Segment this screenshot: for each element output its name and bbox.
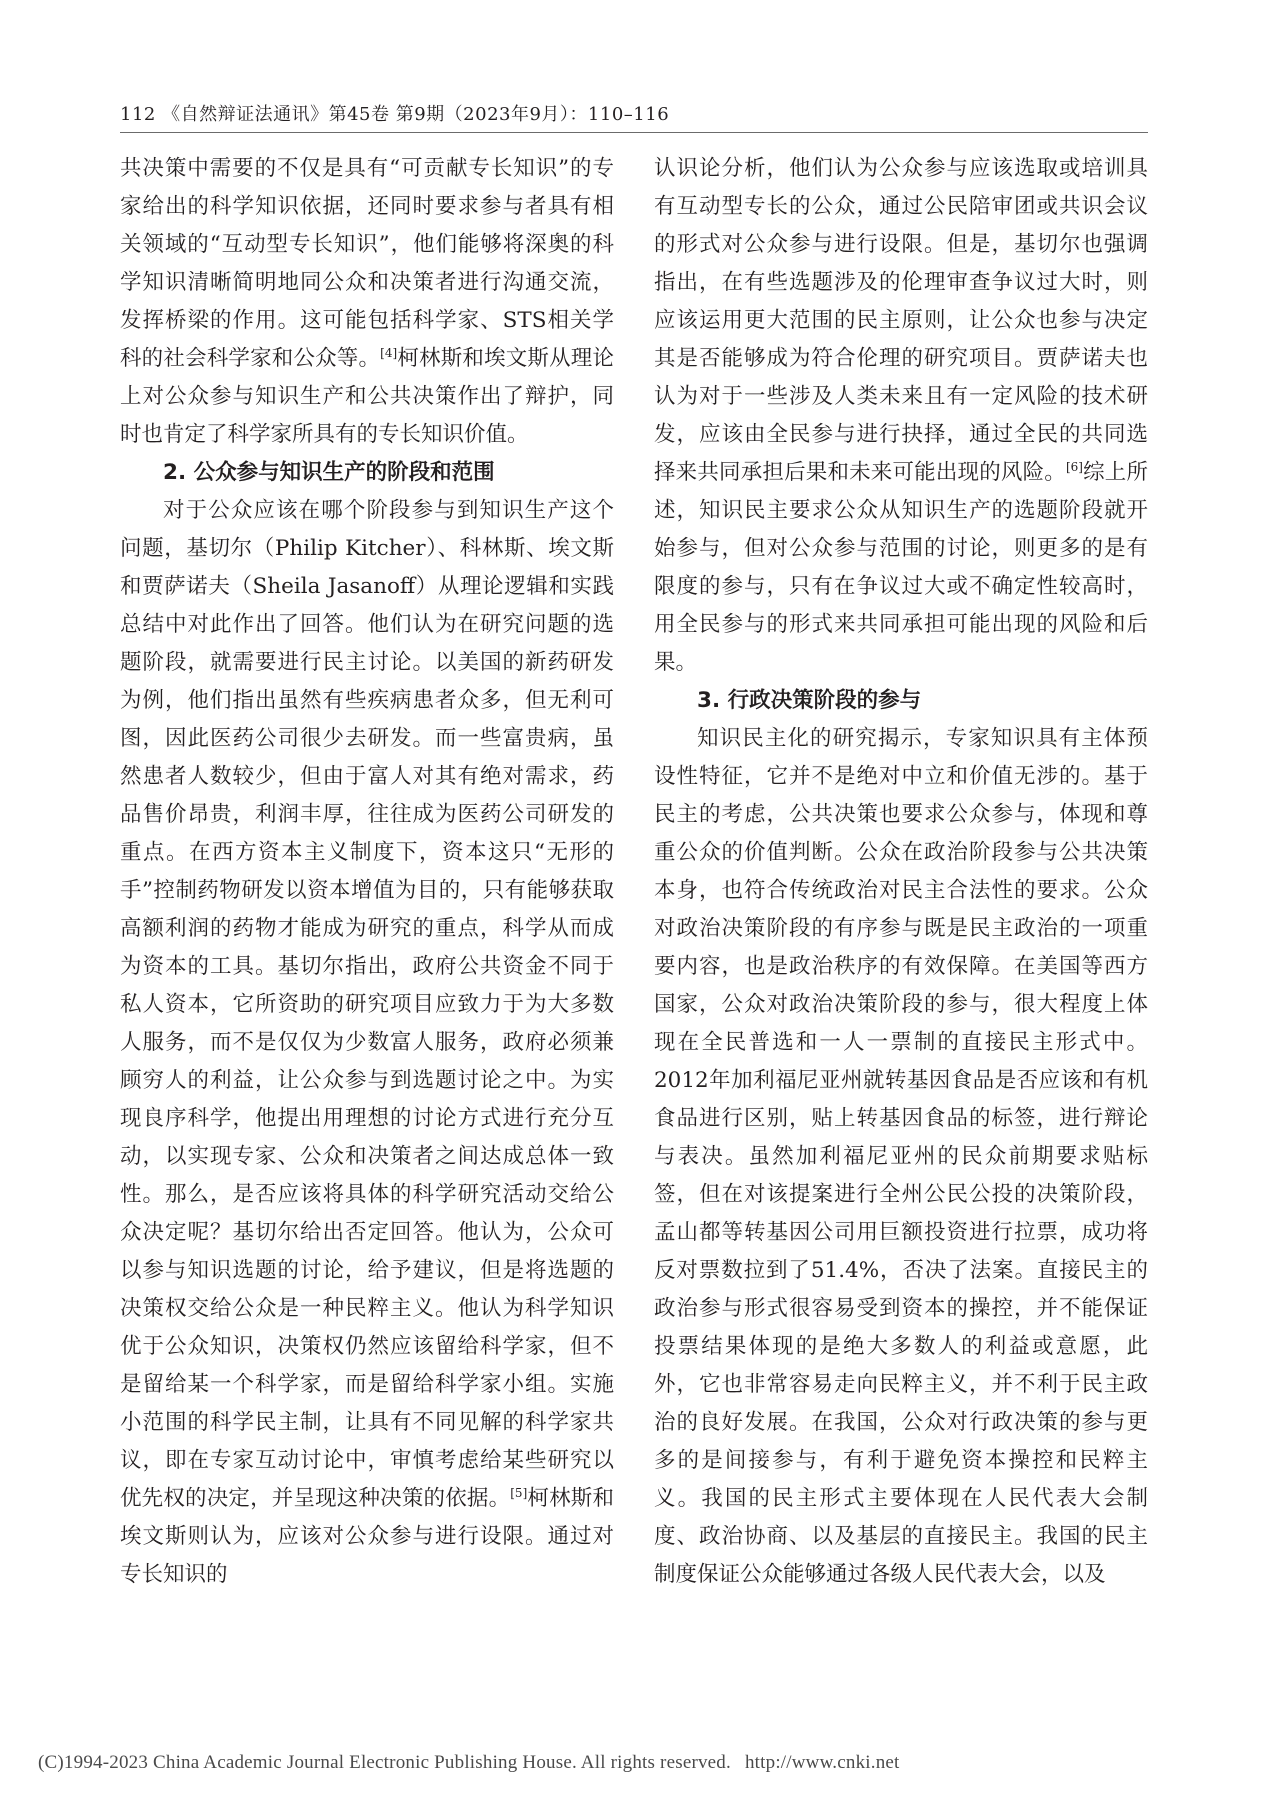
footer-url[interactable]: http://www.cnki.net [744, 1752, 900, 1773]
paragraph: 知识民主化的研究揭示，专家知识具有主体预设性特征，它并不是绝对中立和价值无涉的。基于民主的考虑，公共决策也要求公众参与，体现和尊重公众的价值判断。公众在政治阶段参与公共决策本身，也符合传统政治对民主合法性的要求。公众对政治决策阶段的有序参与既是民主政治的一项重要内容，也是政治秩序的有效保障。在美国等西方国家，公众对政治决策阶段的参与，很大程度上体现在全民普选和一人一票制的直接民主形式中。2012年加利福尼亚州就转基因食品是否应该和有机食品进行区别，贴上转基因食品的标签，进行辩论与表决。虽然加利福尼亚州的民众前期要求贴标签，但在对该提案进行全州公民公投的决策阶段，孟山都等转基因公司用巨额投资进行拉票，成功将反对票数拉到了51.4%，否决了法案。直接民主的政治参与形式很容易受到资本的操控，并不能保证投票结果体现的是绝大多数人的利益或意愿，此外，它也非常容易走向民粹主义，并不利于民主政治的良好发展。在我国，公众对行政决策的参与更多的是间接参与，有利于避免资本操控和民粹主义。我国的民主形式主要体现在人民代表大会制度、政治协商、以及基层的直接民主。我国的民主制度保证公众能够通过各级人民代表大会，以及 [654, 726, 1148, 1587]
running-header [120, 100, 669, 126]
copyright-text: (C)1994-2023 China Academic Journal Electronic Publishing House. All rights reserved. [38, 1752, 731, 1773]
paragraph-text: 认识论分析，他们认为公众参与应该选取或培训具有互动型专长的公众，通过公民陪审团或共识会议的形式对公众参与进行设限。但是，基切尔也强调指出，在有些选题涉及的伦理审查争议过大时，则应该运用更大范围的民主原则，让公众也参与决定其是否能够成为符合伦理的研究项目。贾萨诺夫也认为对于一些涉及人类未来且有一定风险的技术研发，应该由全民参与进行抉择，通过全民的共同选择来共同承担后果和未来可能出现的风险。 [654, 156, 1148, 485]
left-column [120, 150, 614, 1594]
citation-ref: [5] [510, 1485, 528, 1500]
paragraph-text: 柯林斯和埃文斯则认为，应该对公众参与进行设限。通过对专长知识的 [120, 1486, 614, 1587]
paragraph-continued [654, 150, 1148, 682]
citation-ref: [6] [1065, 459, 1083, 474]
paragraph-text: 对于公众应该在哪个阶段参与到知识生产这个问题，基切尔（Philip Kitcher）、科林斯、埃文斯和贾萨诺夫（Sheila Jasanoff）从理论逻辑和实践总结中对此作出了回答。他们认为在研究问题的选题阶段，就需要进行民主讨论。以美国的新药研发为例，他们指出虽然有些疾病患者众多，但无利可图，因此医药公司很少去研发。而一些富贵病，虽然患者人数较少，但由于富人对其有绝对需求，药品售价昂贵，利润丰厚，往往成为医药公司研发的重点。在西方资本主义制度下，资本这只“无形的手”控制药物研发以资本增值为目的，只有能够获取高额利润的药物才能成为研究的重点，科学从而成为资本的工具。基切尔指出，政府公共资金不同于私人资本，它所资助的研究项目应致力于为大多数人服务，而不是仅仅为少数富人服务，政府必须兼顾穷人的利益，让公众参与到选题讨论之中。为实现良序科学，他提出用理想的讨论方式进行充分互动，以实现专家、公众和决策者之间达成总体一致性。那么，是否应该将具体的科学研究活动交给公众决定呢？基切尔给出否定回答。他认为，公众可以参与知识选题的讨论，给予建议，但是将选题的决策权交给公众是一种民粹主义。他认为科学知识优于公众知识，决策权仍然应该留给科学家，但不是留给某一个科学家，而是留给科学家小组。实施小范围的科学民主制，让具有不同见解的科学家共议，即在专家互动讨论中，审慎考虑给某些研究以优先权的决定，并呈现这种决策的依据。 [120, 498, 614, 1511]
copyright-footer [38, 1752, 900, 1774]
paragraph-continued [120, 150, 614, 454]
section-heading: 2. 公众参与知识生产的阶段和范围 [163, 460, 495, 485]
journal-citation: 《自然辩证法通讯》第45卷 第9期（2023年9月）：110–116 [162, 104, 670, 125]
paragraph-text: 柯林斯和埃文斯从理论上对公众参与知识生产和公共决策作出了辩护，同时也肯定了科学家所具有的专长知识价值。 [120, 346, 614, 447]
section-heading: 3. 行政决策阶段的参与 [697, 688, 922, 713]
header-divider [120, 132, 1148, 133]
citation-ref: [4] [380, 345, 398, 360]
page-number: 112 [120, 104, 156, 125]
right-column [654, 150, 1148, 1594]
paragraph-text: 综上所述，知识民主要求公众从知识生产的选题阶段就开始参与，但对公众参与范围的讨论，则更多的是有限度的参与，只有在争议过大或不确定性较高时，用全民参与的形式来共同承担可能出现的风险和后果。 [654, 460, 1148, 675]
paragraph [120, 492, 614, 1594]
paragraph-text: 共决策中需要的不仅是具有“可贡献专长知识”的专家给出的科学知识依据，还同时要求参与者具有相关领域的“互动型专长知识”，他们能够将深奥的科学知识清晰简明地同公众和决策者进行沟通交流，发挥桥梁的作用。这可能包括科学家、STS相关学科的社会科学家和公众等。 [120, 156, 614, 371]
